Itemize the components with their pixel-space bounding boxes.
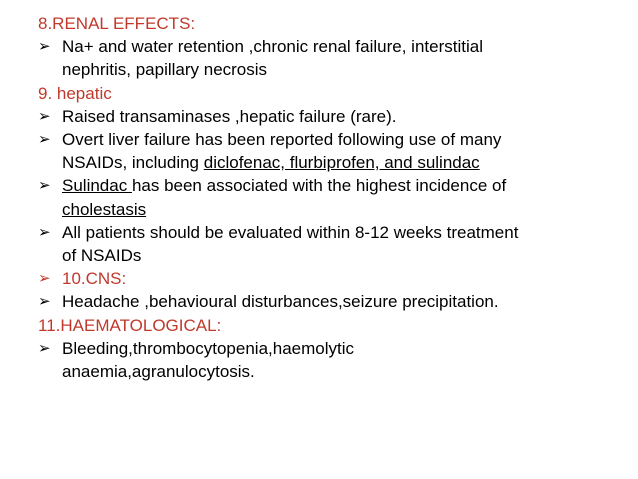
arrow-bullet-icon: ➢ [38,338,51,357]
renal-bullet-1-line-1: Na+ and water retention ,chronic renal failure, interstitial [62,37,483,57]
hepatic-heading: 9. hepatic [38,83,112,103]
hepatic-bullet-2-line-1: Overt liver failure has been reported following use of many [62,130,502,150]
arrow-bullet-icon: ➢ [38,130,51,149]
cns-heading-row [38,267,618,290]
arrow-bullet-icon: ➢ [38,37,51,56]
slide-content [38,12,618,383]
cns-bullet-1-text: Headache ,behavioural disturbances,seizure precipitation. [62,292,499,312]
cns-heading: 10.CNS: [62,269,127,289]
haem-heading: 11.HAEMATOLOGICAL: [38,315,222,335]
renal-bullet-1-line-2: nephritis, papillary necrosis [62,60,268,80]
cholestasis-underlined: cholestasis [62,199,147,219]
arrow-bullet-icon: ➢ [38,106,51,125]
hepatic-bullet-2-line-2 [62,151,501,174]
hepatic-bullet-3-rest: has been associated with the highest incidence of [131,176,507,196]
drug-list-underlined: diclofenac, flurbiprofen, and sulindac [203,153,480,173]
haem-bullet-1 [38,337,618,383]
haem-bullet-1-line-1: Bleeding,thrombocytopenia,haemolytic [62,338,355,358]
cns-bullet-1 [38,290,618,313]
hepatic-bullet-1 [38,105,618,128]
renal-bullet-1 [38,35,618,81]
arrow-bullet-icon: ➢ [38,222,51,241]
arrow-bullet-icon: ➢ [38,292,51,311]
arrow-bullet-icon: ➢ [38,269,51,288]
arrow-bullet-icon: ➢ [38,176,51,195]
sulindac-underlined: Sulindac [62,176,132,196]
hepatic-bullet-2 [38,128,618,174]
hepatic-bullet-3 [38,174,618,220]
hepatic-bullet-4-line-1: All patients should be evaluated within 8-12 weeks treatment [62,222,519,242]
hepatic-bullet-4 [38,221,618,267]
hepatic-bullet-2-prefix: NSAIDs, including [62,153,204,173]
haem-bullet-1-line-2: anaemia,agranulocytosis. [62,362,255,382]
hepatic-bullet-4-line-2: of NSAIDs [62,246,142,266]
renal-heading: 8.RENAL EFFECTS: [38,14,196,33]
hepatic-bullet-3-line-1 [62,174,506,197]
hepatic-bullet-1-text: Raised transaminases ,hepatic failure (rare). [62,106,397,126]
